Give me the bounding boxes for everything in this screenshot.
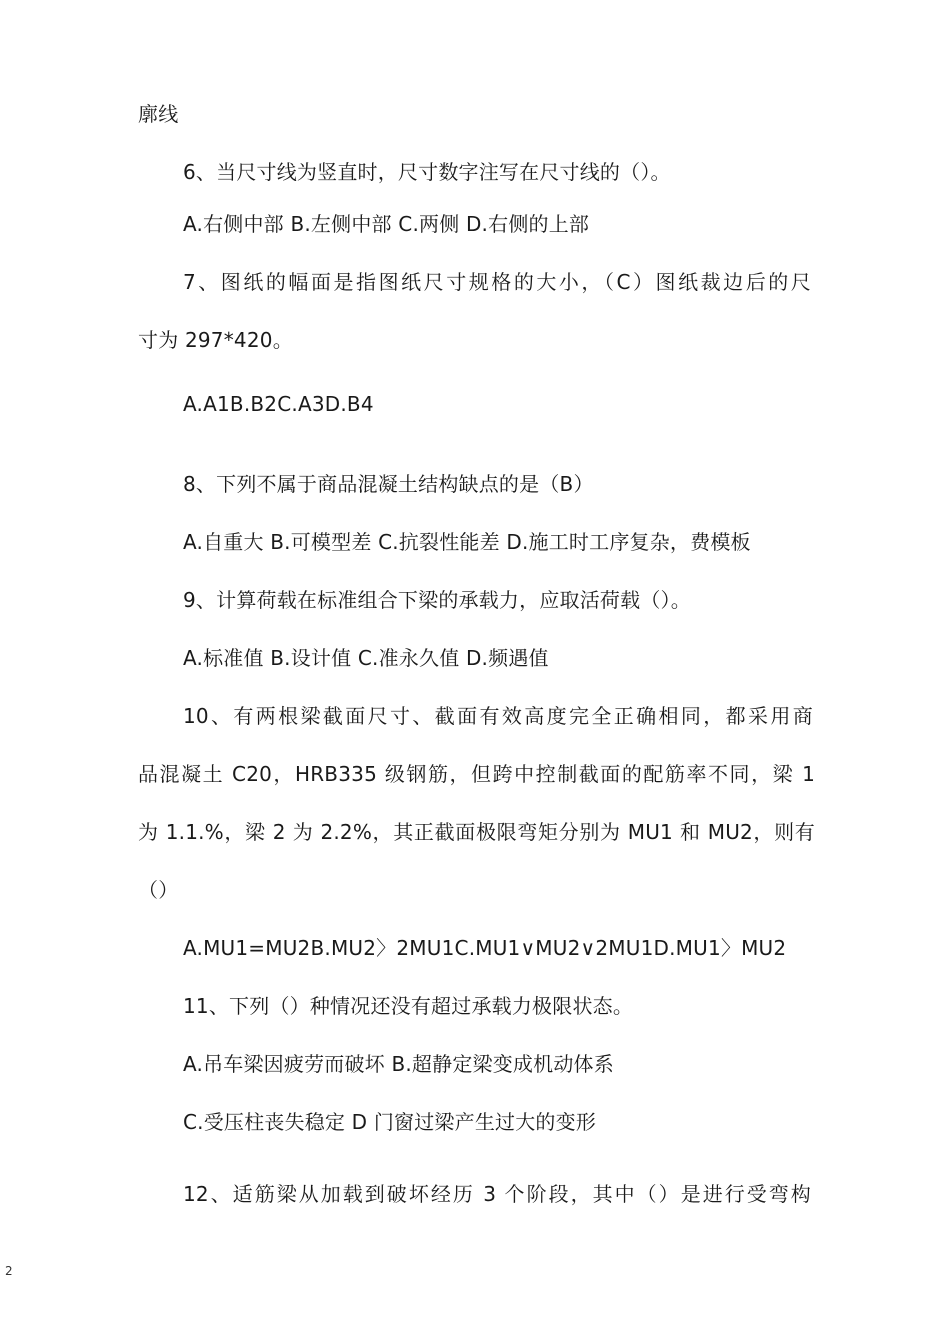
page-number: 2 (5, 1264, 13, 1278)
question-6: 6、当尺寸线为竖直时，尺寸数字注写在尺寸线的（）。 (183, 160, 671, 184)
question-10-line-1: 10、有两根梁截面尺寸、截面有效高度完全正确相同，都采用商 (183, 704, 813, 728)
question-8: 8、下列不属于商品混凝土结构缺点的是（B） (183, 472, 594, 496)
question-10-line-3: 为 1.1.%，梁 2 为 2.2%，其正截面极限弯矩分别为 MU1 和 MU2，则有 (138, 820, 815, 844)
question-9-options: A.标准值 B.设计值 C.准永久值 D.频遇值 (183, 646, 549, 670)
question-7-line-2: 寸为 297*420。 (138, 328, 293, 352)
question-10-line-4: （） (138, 878, 179, 902)
question-6-options: A.右侧中部 B.左侧中部 C.两侧 D.右侧的上部 (183, 212, 590, 236)
question-10-line-2: 品混凝土 C20，HRB335 级钢筋，但跨中控制截面的配筋率不同，梁 1 (138, 762, 815, 786)
text-line-continuation: 廓线 (138, 102, 179, 126)
question-10-options: A.MU1=MU2B.MU2〉2MU1C.MU1∨MU2∨2MU1D.MU1〉MU2 (183, 936, 787, 960)
question-11-options-line-1: A.吊车梁因疲劳而破坏 B.超静定梁变成机动体系 (183, 1052, 614, 1076)
question-11: 11、下列（）种情况还没有超过承载力极限状态。 (183, 994, 634, 1018)
question-11-options-line-2: C.受压柱丧失稳定 D 门窗过梁产生过大的变形 (183, 1110, 597, 1134)
question-7-options: A.A1B.B2C.A3D.B4 (183, 392, 374, 416)
question-7-line-1: 7、图纸的幅面是指图纸尺寸规格的大小，（C）图纸裁边后的尺 (183, 270, 811, 294)
question-8-options: A.自重大 B.可模型差 C.抗裂性能差 D.施工时工序复杂，费模板 (183, 530, 751, 554)
question-12-line-1: 12、适筋梁从加载到破坏经历 3 个阶段，其中（）是进行受弯构 (183, 1182, 811, 1206)
question-9: 9、计算荷载在标准组合下梁的承载力，应取活荷载（）。 (183, 588, 691, 612)
